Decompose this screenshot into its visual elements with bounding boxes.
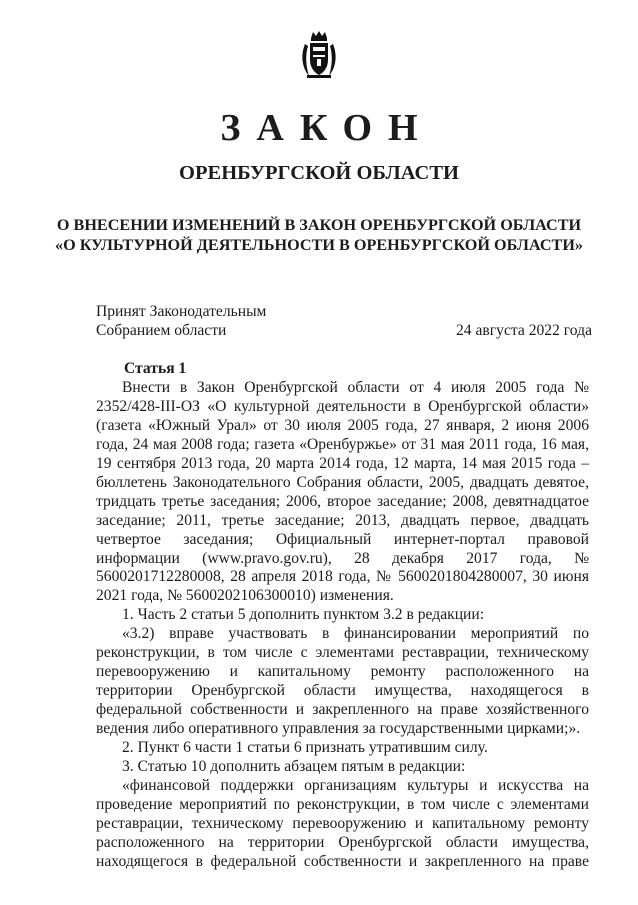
article-body: [96, 360, 589, 872]
article-quote: «финансовой поддержки организациям культуры и искусства на проведение мероприятий по реконструкции, в том числе с элементами реставрации, техническому перевооружению и капитальному ремонту расположенного на территории Оренбургской области имущества, находящегося в федеральной собственности и закрепленного на праве: [96, 776, 589, 870]
article-item: 2. Пункт 6 части 1 статьи 6 признать утратившим силу.: [122, 739, 488, 757]
adoption-line: Собранием области: [96, 322, 227, 339]
coat-of-arms-icon: [299, 30, 339, 80]
article-item: 1. Часть 2 статьи 5 дополнить пунктом 3.2 в редакции:: [122, 606, 485, 624]
adoption-line: Принят Законодательным: [96, 303, 267, 320]
document-region: ОРЕНБУРГСКОЙ ОБЛАСТИ: [179, 162, 459, 184]
article-item: 3. Статью 10 дополнить абзацем пятым в редакции:: [122, 758, 466, 776]
subject-line: О ВНЕСЕНИИ ИЗМЕНЕНИЙ В ЗАКОН ОРЕНБУРГСКОЙ ОБЛАСТИ: [56, 216, 582, 234]
document-subject: [40, 216, 598, 255]
adoption-date: 24 августа 2022 года: [455, 322, 592, 339]
article-paragraph: Внести в Закон Оренбургской области от 4 июля 2005 года № 2352/428-III-ОЗ «О культурной деятельности в Оренбургской области» (газета «Южный Урал» от 30 июля 2005 года, 27 января, 2 июня 2006 года, 24 мая 2008 года; газета «Оренбуржье» от 31 мая 2011 года, 16 мая, 19 сентября 2013 года, 20 марта 2014 года, 12 марта, 14 мая 2015 года – бюллетень Законодательного Собрания области, 2005, двадцать девятое, тридцать третье заседания; 2006, второе заседание; 2008, девятнадцатое заседание; 2011, третье заседание; 2013, двадцать первое, двадцать четвертое заседания; Официальный интернет-портал правовой информации (www.pravo.gov.ru), 28 декабря 2017 года, № 5600201712280008, 28 апреля 2018 года, № 5600201804280007, 30 июня 2021 года, № 5600202106300010) изменения.: [96, 378, 589, 605]
adoption-block: [96, 302, 592, 340]
article-quote: «3.2) вправе участвовать в финансировании мероприятий по реконструкции, в том числе с элементами реставрации, техническому перевооружению и капитальному ремонту расположенного на территории Оренбургской области имущества, находящегося в федеральной собственности и закрепленного на праве хозяйственного ведения либо оперативного управления за государственными цирками;».: [96, 625, 589, 738]
document-title: ЗАКОН: [220, 107, 434, 149]
article-heading: Статья 1: [124, 360, 187, 377]
subject-line: «О КУЛЬТУРНОЙ ДЕЯТЕЛЬНОСТИ В ОРЕНБУРГСКОЙ ОБЛАСТИ»: [54, 235, 584, 254]
